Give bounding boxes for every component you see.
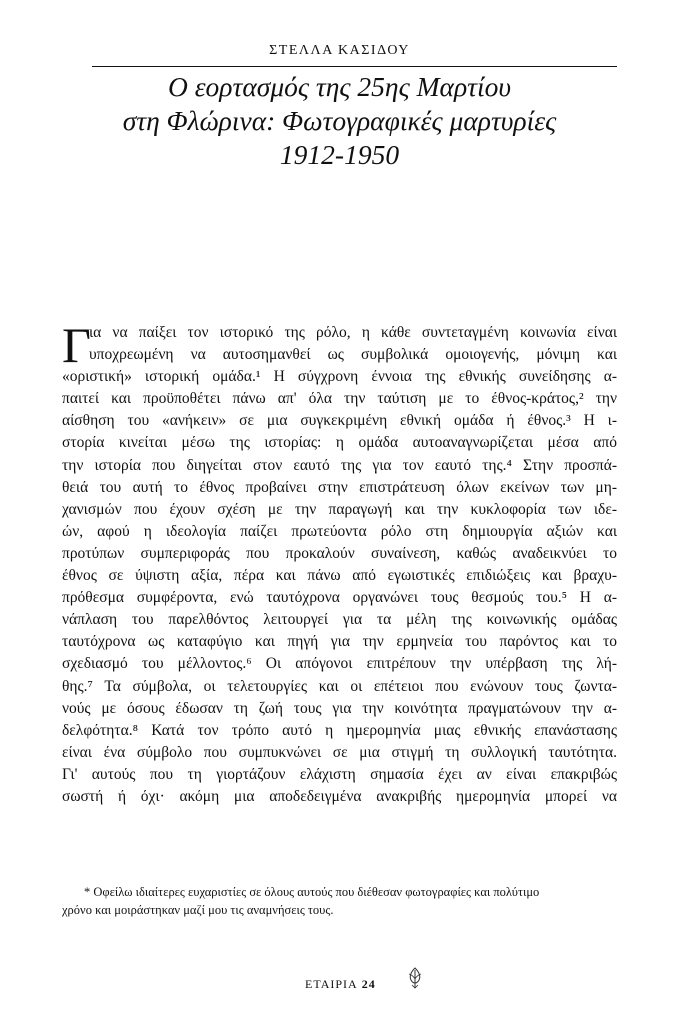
body-line: παιτεί και προϋποθέτει πάνω απ' όλα την ταύτιση με το έθνος-κράτος,² την	[62, 390, 617, 408]
title-line: Ο εορτασμός της 25ης Μαρτίου	[167, 71, 512, 102]
body-line: προτύπων συμπεριφοράς που προκαλούν συναίνεση, καθώς αναδεικνύει το	[62, 544, 617, 562]
footnote	[62, 883, 617, 919]
footnote-line: * Οφείλω ιδιαίτερες ευχαριστίες σε όλους αυτούς που διέθεσαν φωτογραφίες και πολύτιμο	[84, 885, 540, 899]
title-line: στη Φλώρινα: Φωτογραφικές μαρτυρίες	[122, 105, 557, 136]
body-line: στορία κινείται μέσω της ιστορίας: η ομάδα αυτοαναγνωρίζεται μέσα από	[62, 434, 617, 452]
header-rule	[92, 66, 617, 67]
drop-cap: Γ	[62, 317, 91, 373]
title-line: 1912-1950	[279, 139, 400, 170]
body-line: «οριστική» ιστορική ομάδα.¹ Η σύγχρονη έννοια της εθνικής συνείδησης α-	[62, 368, 617, 386]
body-line: θειά του αυτή το έθνος προβαίνει στην επιστράτευση όλων εκείνων των μη-	[62, 478, 617, 496]
footnote-line: χρόνο και μοιράστηκαν μαζί μου τις αναμνήσεις τους.	[62, 903, 334, 917]
body-line: σωστή ή όχι· ακόμη μια αποδεδειγμένα ανακριβής ημερομηνία μπορεί να	[62, 787, 617, 805]
body-line: ια να παίξει τον ιστορικό της ρόλο, η κάθε συντεταγμένη κοινωνία είναι	[89, 324, 617, 341]
leaf-ornament-icon	[405, 966, 425, 990]
body-line: χανισμών που έχουν σχέση με την παραγωγή και την κυκλοφορία των ιδε-	[62, 500, 617, 518]
article-title	[0, 70, 679, 172]
body-line: την ιστορία που διηγείται στον εαυτό της για τον εαυτό της.⁴ Στην προσπά-	[62, 456, 617, 474]
body-line: σχεδιασμό του μέλλοντος.⁶ Οι απόγονοι επιτρέπουν την υπέρβαση της λή-	[62, 655, 617, 673]
body-line: αίσθηση του «ανήκειν» σε μια συγκεκριμένη εθνική ομάδα ή έθνος.³ Η ι-	[62, 412, 617, 430]
body-line: νάπλαση του παρελθόντος λειτουργεί για τα μέλη της κοινωνικής ομάδας	[62, 611, 617, 629]
body-line: ταυτόχρονα ως καταφύγιο και πηγή για την ερμηνεία του παρόντος και το	[62, 633, 617, 651]
body-line: δελφότητα.⁸ Κατά τον τρόπο αυτό η ημερομηνία μιας εθνικής επανάστασης	[62, 721, 617, 739]
article-body	[62, 317, 617, 808]
page-number: 24	[361, 977, 376, 991]
author-name: ΣΤΕΛΛΑ ΚΑΣΙΔΟΥ	[269, 43, 410, 58]
journal-name: ΕΤΑΙΡΙΑ	[305, 977, 358, 991]
body-line: πρόθεσμα συμφέροντα, ενώ ταυτόχρονα οργανώνει τους θεσμούς του.⁵ Η α-	[62, 589, 617, 607]
body-line: θης.⁷ Τα σύμβολα, οι τελετουργίες και οι επέτειοι που ενώνουν τους ζωντα-	[62, 677, 617, 695]
body-line: νούς με όσους έδωσαν τη ζωή τους για την κοινότητα πραγματώνουν την α-	[62, 699, 617, 717]
body-line: έθνος σε ύψιστη αξία, πέρα και πάνω από εγωιστικές επιδιώξεις και βραχυ-	[62, 567, 617, 585]
body-line: είναι ένα σύμβολο που συμπυκνώνει σε μια στιγμή τη συλλογική ταυτότητα.	[62, 743, 617, 761]
body-line: ών, αφού η ιδεολογία παίζει πρωτεύοντα ρόλο στη δημιουργία αξιών και	[62, 522, 617, 540]
body-line: υποχρεωμένη να αυτοσημανθεί ως συμβολικά ομοιογενής, μόνιμη και	[89, 346, 617, 364]
body-line: Γι' αυτούς που τη γιορτάζουν ελάχιστη σημασία έχει αν είναι επακριβώς	[62, 765, 617, 783]
page-footer	[305, 977, 376, 992]
